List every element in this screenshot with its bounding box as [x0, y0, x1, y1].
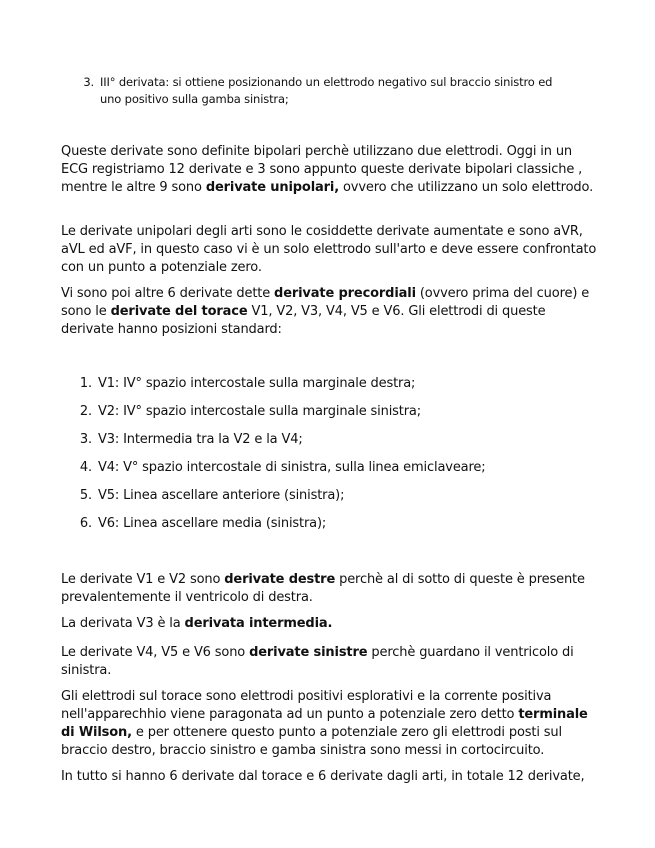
list-number: 2. [79, 404, 92, 419]
paragraph-derivate-sinistre [61, 644, 601, 680]
list-text-line-1: III° derivata: si ottiene posizionando un elettrodo negativo sul braccio sinistro ed [100, 75, 553, 89]
paragraph-bipolari [61, 143, 601, 197]
text: Le derivate V4, V5 e V6 sono [61, 645, 250, 660]
paragraph-derivata-intermedia [61, 615, 601, 633]
bold-text: derivate precordiali [274, 286, 416, 301]
list-number: 5. [79, 488, 92, 503]
list-item-iii-derivata [78, 74, 598, 110]
text: Vi sono poi altre 6 derivate dette [61, 286, 275, 301]
paragraph-terminale-wilson [61, 688, 601, 760]
paragraph-precordiali [61, 285, 601, 339]
text: Le derivate V1 e V2 sono [61, 572, 225, 587]
list-text-line-2: uno positivo sulla gamba sinistra; [100, 92, 289, 106]
paragraph-totale-derivate [61, 768, 601, 786]
text: Le derivate unipolari degli arti sono le cosiddette derivate aumentate e sono aVR, aVL ed aVF, in questo caso vi è un solo elettrodo sull'arto e deve essere confrontato con un punto a potenziale zero. [61, 224, 597, 275]
list-text: V2: IV° spazio intercostale sulla marginale sinistra; [98, 404, 421, 419]
text: In tutto si hanno 6 derivate dal torace e 6 derivate dagli arti, in totale 12 derivate, [61, 769, 585, 784]
list-number: 4. [79, 460, 92, 475]
paragraph-derivate-destre [61, 571, 601, 607]
text: perchè al di sotto di queste è presente prevalentemente il ventricolo di destra. [61, 572, 585, 605]
list-text: V1: IV° spazio intercostale sulla marginale destra; [98, 376, 416, 391]
bold-text: derivate destre [224, 572, 336, 587]
list-number: 3. [79, 432, 92, 447]
bold-text: terminale di Wilson, [61, 707, 588, 740]
list-number: 3. [83, 75, 94, 89]
text: e per ottenere questo punto a potenziale zero gli elettrodi posti sul braccio destro, braccio sinistro e gamba sinistra sono messi in cortocircuito. [61, 725, 562, 758]
bold-text: derivate unipolari, [205, 180, 339, 195]
list-text: V3: Intermedia tra la V2 e la V4; [98, 432, 303, 447]
text: Gli elettrodi sul torace sono elettrodi positivi esplorativi e la corrente positiva nell'apparechhio viene paragonata ad un punto a potenziale zero detto [61, 689, 552, 722]
bold-text: derivate sinistre [249, 645, 368, 660]
text: ovvero che utilizzano un solo elettrodo. [339, 180, 594, 195]
text: La derivata V3 è la [61, 616, 185, 631]
text: Queste derivate sono definite bipolari perchè utilizzano due elettrodi. Oggi in un ECG registriamo 12 derivate e 3 sono appunto queste derivate bipolari classiche , mentre le altre 9 sono [61, 144, 583, 195]
paragraph-unipolari-arti [61, 223, 601, 277]
text: V1, V2, V3, V4, V5 e V6. Gli elettrodi di queste derivate hanno posizioni standard: [61, 304, 546, 337]
list-text: V4: V° spazio intercostale di sinistra, sulla linea emiclaveare; [98, 460, 486, 475]
list-number: 1. [79, 376, 92, 391]
list-number: 6. [79, 516, 92, 531]
list-text: V6: Linea ascellare media (sinistra); [98, 516, 327, 531]
bold-text: derivata intermedia. [184, 616, 333, 631]
list-text: V5: Linea ascellare anteriore (sinistra); [98, 488, 345, 503]
text: (ovvero prima del cuore) e sono le [61, 286, 590, 319]
text: perchè guardano il ventricolo di sinistra. [61, 645, 574, 678]
bold-text: derivate del torace [110, 304, 248, 319]
